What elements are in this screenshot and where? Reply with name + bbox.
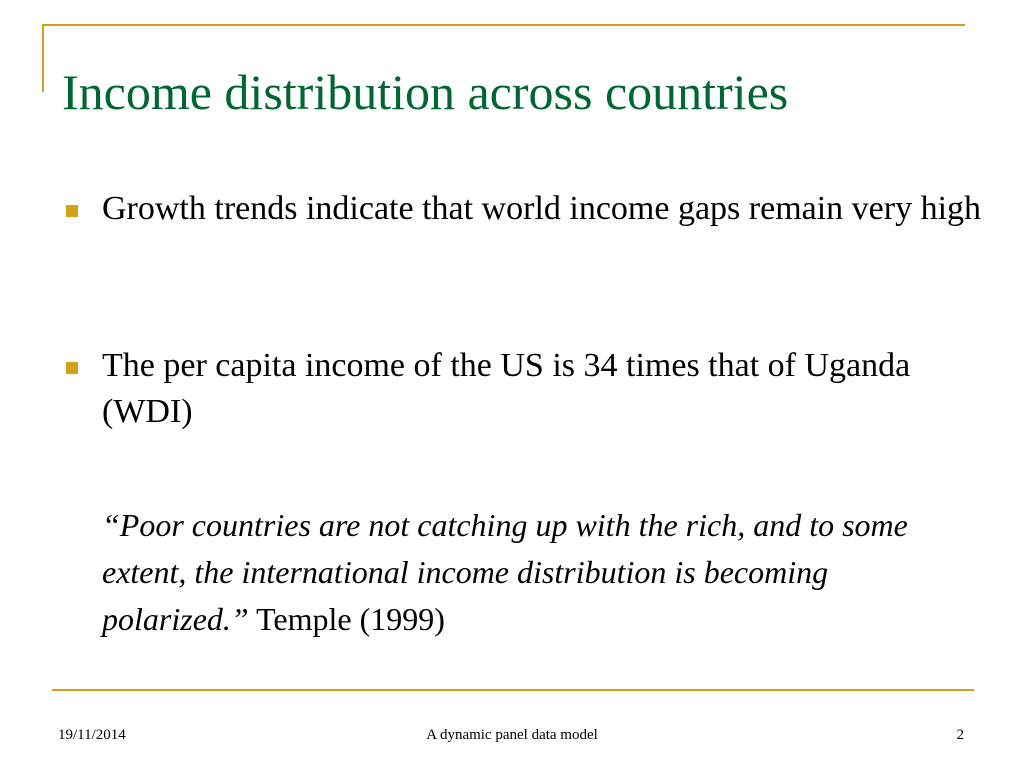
frame-top-rule xyxy=(42,24,965,26)
slide-title: Income distribution across countries xyxy=(62,64,789,120)
footer-title: A dynamic panel data model xyxy=(426,727,598,743)
quote-attribution: Temple (1999) xyxy=(248,601,445,637)
frame-left-rule xyxy=(42,24,44,92)
bullet-text-1: Growth trends indicate that world income gaps remain very high xyxy=(102,190,982,227)
bullet-square-icon xyxy=(66,362,78,374)
quote-block xyxy=(102,502,982,643)
quote-text: “Poor countries are not catching up with the rich, and to some extent, the international income distribution is becoming polarized.” xyxy=(102,507,908,637)
bullet-text-2: The per capita income of the US is 34 times that of Uganda (WDI) xyxy=(102,347,911,430)
bullet-square-icon xyxy=(66,205,78,217)
footer-date: 19/11/2014 xyxy=(58,727,126,743)
footer-rule xyxy=(52,689,974,691)
slide-number: 2 xyxy=(956,727,964,743)
